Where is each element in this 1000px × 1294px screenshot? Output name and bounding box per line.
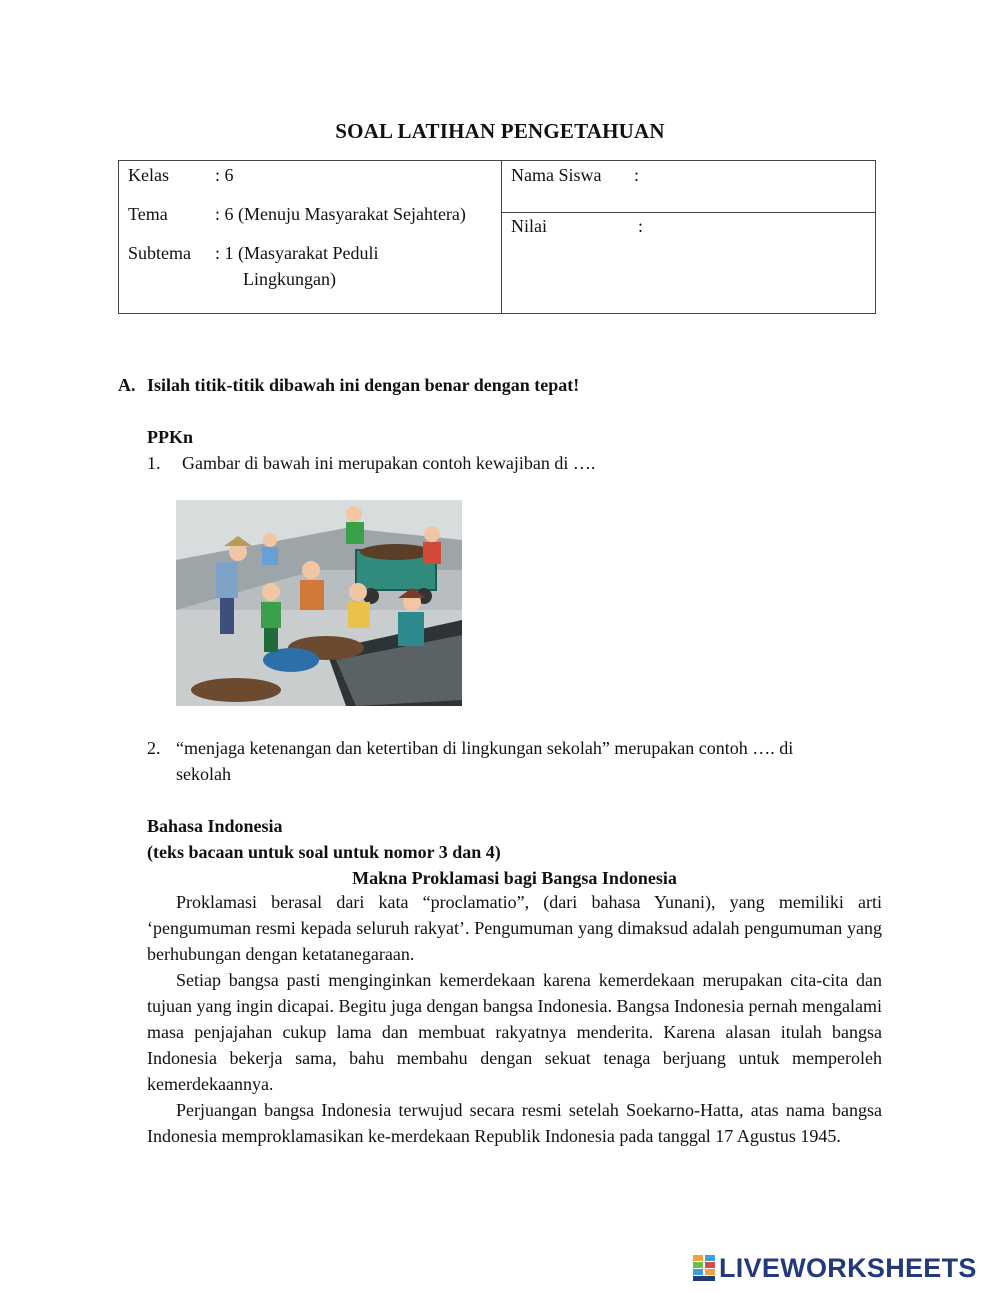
tema-label: Tema [128, 204, 168, 224]
kelas-label: Kelas [128, 165, 169, 185]
student-name-cell [502, 161, 875, 213]
student-info-table [118, 160, 876, 314]
subtema-label: Subtema [128, 243, 191, 263]
reading-paragraph-2: Setiap bangsa pasti menginginkan kemerdekaan karena kemerdekaan merupakan cita-cita dan tujuan yang ingin dicapai. Begitu juga dengan bangsa Indonesia. Bangsa Indonesia pernah mengalami masa penjajahan cukup lama dan membuat rakyatnya menderita. Karena alasan itulah bangsa Indonesia bekerja sama, bahu membahu dengan sekuat tenaga berjuang untuk memperoleh kemerdekaannya. [147, 970, 882, 1094]
subtema-value-line1: : 1 (Masyarakat Peduli [215, 243, 379, 263]
ppkn-heading: PPKn [147, 427, 194, 447]
question-2-number: 2. [147, 738, 161, 758]
liveworksheets-logo [693, 1253, 989, 1283]
question-1-text: Gambar di bawah ini merupakan contoh kewajiban di …. [182, 453, 596, 473]
section-letter: A. [118, 375, 136, 395]
bahasa-indonesia-heading: Bahasa Indonesia [147, 816, 283, 836]
reading-subheading: (teks bacaan untuk soal untuk nomor 3 dan 4) [147, 842, 501, 862]
question-1-number: 1. [147, 453, 161, 473]
nama-siswa-label: Nama Siswa [511, 165, 602, 185]
tema-value: : 6 (Menuju Masyarakat Sejahtera) [215, 204, 466, 224]
page-title: SOAL LATIHAN PENGETAHUAN [335, 119, 665, 143]
kelas-value: : 6 [215, 165, 234, 185]
section-instruction: Isilah titik-titik dibawah ini dengan benar dengan tepat! [147, 375, 580, 395]
score-cell [502, 213, 875, 313]
reading-paragraph-3: Perjuangan bangsa Indonesia terwujud secara resmi setelah Soekarno-Hatta, atas nama bangsa Indonesia memproklamasikan ke-merdekaan Republik Indonesia pada tanggal 17 Agustus 1945. [147, 1100, 882, 1146]
liveworksheets-mark-icon [693, 1255, 715, 1281]
class-info-cell [119, 161, 502, 313]
community-cleanup-illustration [176, 500, 462, 706]
nama-siswa-colon: : [634, 165, 640, 185]
reading-paragraph-1: Proklamasi berasal dari kata “proclamatio”, (dari bahasa Yunani), yang memiliki arti ‘pengumuman resmi kepada seluruh rakyat’. Pengumuman yang dimaksud adalah pengumuman yang berhubungan dengan ketatanegaraan. [147, 892, 882, 964]
nilai-label: Nilai [511, 216, 547, 236]
reading-title: Makna Proklamasi bagi Bangsa Indonesia [352, 868, 677, 888]
question-2-line2: sekolah [176, 764, 231, 784]
subtema-value-line2: Lingkungan) [243, 269, 336, 289]
nilai-colon: : [638, 216, 644, 236]
question-2-line1: “menjaga ketenangan dan ketertiban di lingkungan sekolah” merupakan contoh …. di [176, 738, 794, 758]
liveworksheets-logo-text: LIVEWORKSHEETS [719, 1253, 977, 1283]
